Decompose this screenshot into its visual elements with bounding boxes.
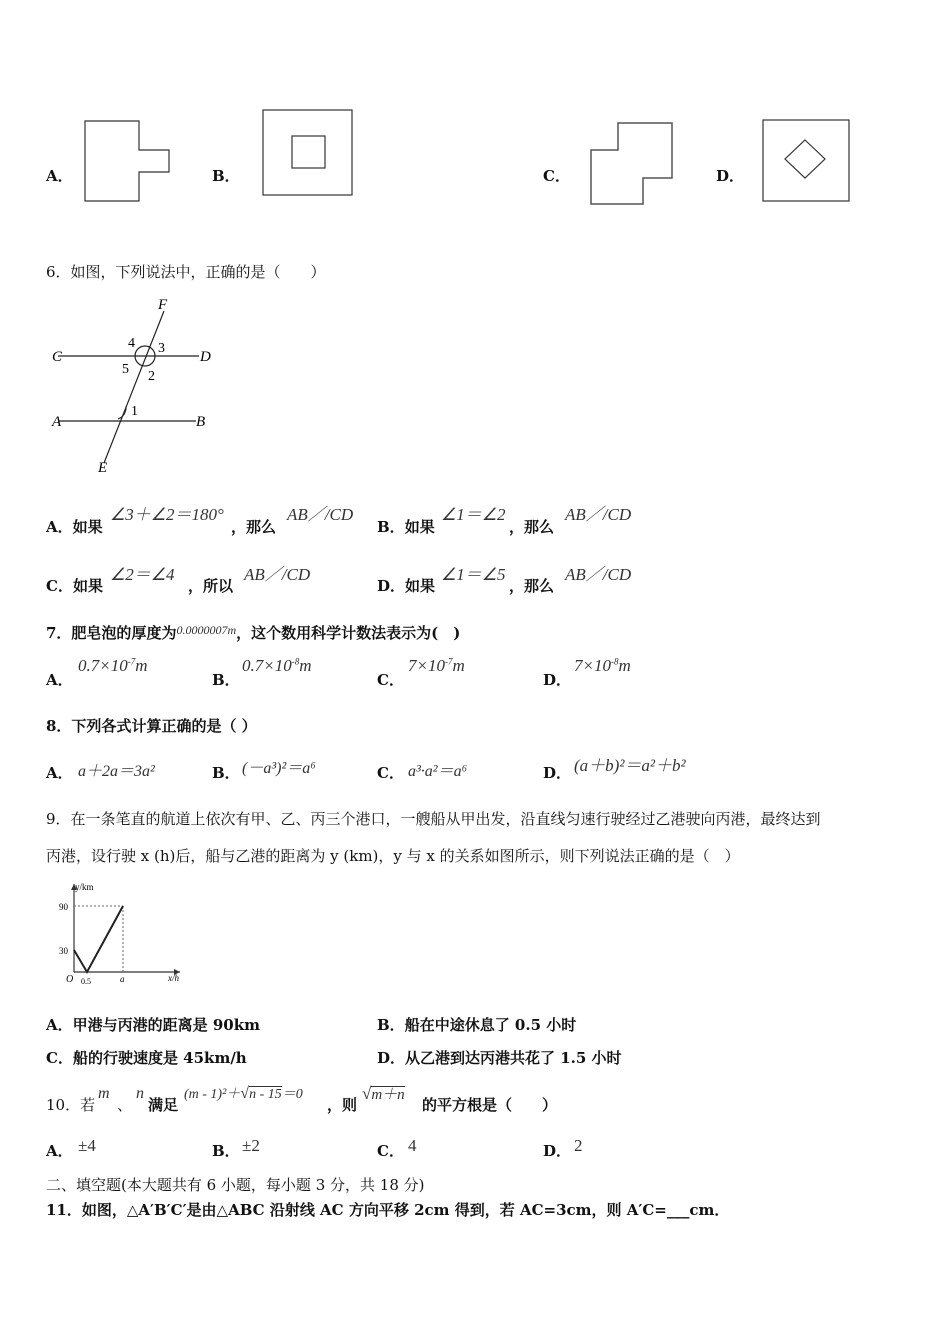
q10-option-b-label: B． <box>212 1142 240 1160</box>
q5-option-d-figure <box>762 119 851 203</box>
q10-eq-b: ＝0 <box>281 1087 303 1102</box>
q7-option-b-unit: m <box>299 656 312 675</box>
q7-option-c-label: C． <box>377 671 404 689</box>
q9-graph-tick-90: 90 <box>59 902 68 912</box>
fig-label-1: 1 <box>131 404 138 419</box>
q9-option-a <box>46 1014 260 1035</box>
q6-figure <box>46 295 221 475</box>
q10-eq-a: (m - 1)²＋ <box>184 1087 241 1102</box>
q8-stem: 8．下列各式计算正确的是（ ） <box>46 717 257 735</box>
q6-option-c-cond: ∠2＝∠4 <box>110 565 175 584</box>
q9-option-a-text: 甲港与丙港的距离是 90km <box>72 1016 261 1034</box>
q7-option-b-expr <box>242 656 312 676</box>
fig-label-f: F <box>158 297 168 313</box>
q7-option-d-unit: m <box>618 656 631 675</box>
q6-option-d <box>377 575 435 596</box>
q8-option-d-label: D． <box>543 764 572 782</box>
q7-option-d-base: 7×10 <box>574 656 611 675</box>
q9-graph-xlabel: x/h <box>168 973 179 983</box>
q6-option-b <box>377 516 435 537</box>
q7-option-d-exp: -8 <box>610 656 619 667</box>
q9-option-c-label: C． <box>46 1049 73 1067</box>
q6-option-c <box>46 575 103 596</box>
q6-option-a-pre: 如果 <box>72 518 103 536</box>
q6-option-d-label: D． <box>377 577 406 595</box>
q8-option-d-expr: (a＋b)²＝a²＋b² <box>574 756 686 775</box>
q6-option-c-label: C． <box>46 577 73 595</box>
fig-label-4: 4 <box>128 336 135 351</box>
q9-option-b-text: 船在中途休息了 0.5 小时 <box>404 1016 577 1034</box>
q6-option-c-pre: 如果 <box>72 577 103 595</box>
q10-equation: (m - 1)²＋√n - 15＝0 <box>184 1085 303 1102</box>
q9-option-c <box>46 1047 247 1068</box>
fig-label-5: 5 <box>122 362 129 377</box>
q5-option-c-figure <box>589 121 675 207</box>
q5-option-c-label: C． <box>543 167 570 185</box>
q6-option-b-label: B． <box>377 518 405 536</box>
q7-option-a-exp: -7 <box>127 656 136 667</box>
q9-graph-origin: O <box>66 974 74 985</box>
q5-option-b-figure <box>262 109 354 197</box>
q6-option-d-mid: ，那么 <box>509 577 555 595</box>
q9-graph-tick-30: 30 <box>59 946 68 956</box>
q10-option-a-val: ±4 <box>78 1136 96 1155</box>
fig-label-e: E <box>98 460 108 475</box>
q6-option-c-concl: AB／/CD <box>244 565 311 584</box>
q9-stem-line1: 9．在一条笔直的航道上依次有甲、乙、丙三个港口，一艘船从甲出发，沿直线匀速行驶经过乙港驶向丙港，最终达到 <box>46 810 821 828</box>
q9-graph <box>54 878 189 990</box>
q6-option-b-cond: ∠1＝∠2 <box>441 505 506 524</box>
q6-option-a <box>46 516 103 537</box>
q8-option-b-label: B． <box>212 764 240 782</box>
q9-option-d <box>377 1047 622 1068</box>
q7-stem-a: 7．肥皂泡的厚度为 <box>46 624 177 642</box>
fig-label-a: A <box>52 414 62 430</box>
q8-option-b-expr: (－a³)²＝a⁶ <box>242 760 316 777</box>
q6-option-a-concl: AB／/CD <box>287 505 354 524</box>
q7-value: 0.0000007m <box>176 623 237 637</box>
q8-option-c-label: C． <box>377 764 404 782</box>
q10-mid: 满足 <box>148 1096 179 1114</box>
q6-option-d-pre: 如果 <box>405 577 436 595</box>
q9-option-d-text: 从乙港到达丙港共花了 1.5 小时 <box>405 1049 622 1067</box>
q8-option-a-label: A． <box>46 764 73 782</box>
q9-option-b-label: B． <box>377 1016 405 1034</box>
q10-option-d-val: 2 <box>574 1136 583 1155</box>
fig-label-c: C <box>52 349 63 365</box>
q11-stem: 11．如图，△A′B′C′是由△ABC 沿射线 AC 方向平移 2cm 得到，若 AC=3cm，则 A′C=___cm． <box>46 1201 730 1219</box>
q6-option-a-mid: ，那么 <box>231 518 277 536</box>
q10-then: ，则 <box>327 1096 358 1114</box>
q7-option-c-unit: m <box>452 656 465 675</box>
q9-option-c-text: 船的行驶速度是 45km/h <box>72 1049 247 1067</box>
q6-stem: 6．如图，下列说法中，正确的是（ ） <box>46 263 326 281</box>
q7-option-c-exp: -7 <box>444 656 453 667</box>
q7-option-b-label: B． <box>212 671 240 689</box>
q7-option-a-unit: m <box>135 656 148 675</box>
q8-option-a-expr: a＋2a＝3a² <box>78 763 155 780</box>
q7-stem-b: ，这个数用科学计数法表示为( ) <box>236 624 461 642</box>
q7-option-c-base: 7×10 <box>408 656 445 675</box>
fig-label-3: 3 <box>158 341 165 356</box>
q5-option-a-figure <box>84 120 172 204</box>
q10-sep: 、 <box>117 1096 133 1114</box>
q9-graph-tick-a: a <box>120 974 125 984</box>
q10-m: m <box>98 1085 110 1102</box>
q10-option-b-val: ±2 <box>242 1136 260 1155</box>
q10-option-c-val: 4 <box>408 1136 417 1155</box>
q6-option-d-cond: ∠1＝∠5 <box>441 565 506 584</box>
q5-option-a-label: A． <box>46 167 73 185</box>
q6-option-c-mid: ，所以 <box>188 577 234 595</box>
q9-option-b <box>377 1014 576 1035</box>
q7-option-a-label: A． <box>46 671 73 689</box>
q9-graph-ylabel: y/km <box>75 882 94 892</box>
q6-option-a-label: A． <box>46 518 73 536</box>
q8-option-c-expr: a³·a²＝a⁶ <box>408 763 468 780</box>
q7-option-d-label: D． <box>543 671 572 689</box>
q6-option-a-cond: ∠3＋∠2＝180° <box>110 505 224 524</box>
q5-option-d-label: D． <box>716 167 745 185</box>
q6-option-b-mid: ，那么 <box>509 518 555 536</box>
q7-option-c-expr <box>408 656 465 676</box>
q7-stem <box>46 622 460 643</box>
fig-label-2: 2 <box>148 369 155 384</box>
q6-option-b-concl: AB／/CD <box>565 505 632 524</box>
q7-option-d-expr <box>574 656 631 676</box>
fig-label-d: D <box>200 349 211 365</box>
q7-option-a-base: 0.7×10 <box>78 656 128 675</box>
q9-stem-line2: 丙港，设行驶 x (h)后，船与乙港的距离为 y (km)，y 与 x 的关系如图所示，则下列说法正确的是（ ） <box>46 847 740 865</box>
q10-eq-rad: n - 15 <box>249 1087 282 1102</box>
q10-radical2: √m＋n <box>362 1084 405 1103</box>
q9-option-d-label: D． <box>377 1049 406 1067</box>
q7-option-a-expr <box>78 656 148 676</box>
q10-prefix: 10．若 <box>46 1096 96 1114</box>
q7-option-b-base: 0.7×10 <box>242 656 292 675</box>
q7-option-b-exp: -8 <box>291 656 300 667</box>
section-2-heading: 二、填空题(本大题共有 6 小题，每小题 3 分，共 18 分) <box>46 1176 425 1194</box>
q10-n: n <box>136 1085 144 1102</box>
q9-option-a-label: A． <box>46 1016 73 1034</box>
q5-option-b-label: B． <box>212 167 240 185</box>
q6-option-b-pre: 如果 <box>404 518 435 536</box>
q10-rad2: m＋n <box>371 1087 405 1103</box>
q10-suffix: 的平方根是（ ） <box>422 1096 558 1114</box>
fig-label-b: B <box>196 414 206 430</box>
q9-graph-tick-05: 0.5 <box>81 977 91 986</box>
q10-option-a-label: A． <box>46 1142 73 1160</box>
q10-option-c-label: C． <box>377 1142 404 1160</box>
q6-option-d-concl: AB／/CD <box>565 565 632 584</box>
q10-option-d-label: D． <box>543 1142 572 1160</box>
